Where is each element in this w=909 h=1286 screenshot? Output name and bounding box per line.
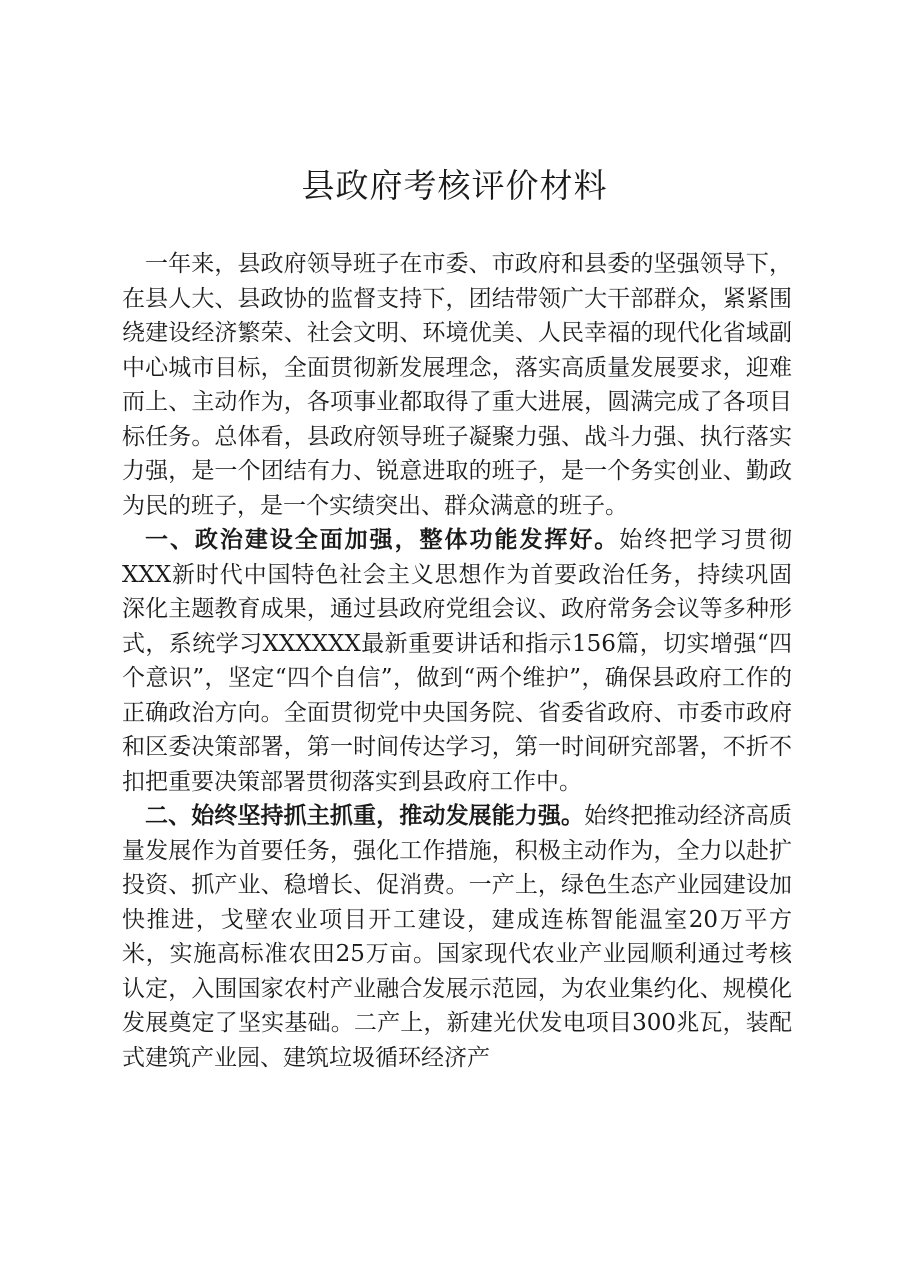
document-body xyxy=(122,247,792,1075)
paragraph-text: 始终把学习贯彻XXX新时代中国特色社会主义思想作为首要政治任务，持续巩固深化主题教育成果，通过县政府党组会议、政府常务会议等多种形式，系统学习XXXXXX最新重要讲话和指示156篇，切实增强“四个意识”，坚定“四个自信”，做到“两个维护”，确保县政府工作的正确政治方向。全面贯彻党中央国务院、省委省政府、市委市政府和区委决策部署，第一时间传达学习，第一时间研究部署，不折不扣把重要决策部署贯彻落实到县政府工作中。 xyxy=(122,527,793,795)
paragraph-lead: 二、始终坚持抓主抓重，推动发展能力强。 xyxy=(145,803,585,829)
paragraph-political-building xyxy=(122,523,792,799)
document-title: 县政府考核评价材料 xyxy=(301,166,608,205)
paragraph-text: 一年来，县政府领导班子在市委、市政府和县委的坚强领导下，在县人大、县政协的监督支持下，团结带领广大干部群众，紧紧围绕建设经济繁荣、社会文明、环境优美、人民幸福的现代化省域副中心城市目标，全面贯彻新发展理念，落实高质量发展要求，迎难而上、主动作为，各项事业都取得了重大进展，圆满完成了各项目标任务。总体看，县政府领导班子凝聚力强、战斗力强、执行落实力强，是一个团结有力、锐意进取的班子，是一个务实创业、勤政为民的班子，是一个实绩突出、群众满意的班子。 xyxy=(122,251,792,519)
paragraph-intro xyxy=(122,247,792,523)
paragraph-development xyxy=(122,799,792,1075)
paragraph-text: 始终把推动经济高质量发展作为首要任务，强化工作措施，积极主动作为，全力以赴扩投资、抓产业、稳增长、促消费。一产上，绿色生态产业园建设加快推进，戈壁农业项目开工建设，建成连栋智能温室20万平方米，实施高标准农田25万亩。国家现代农业产业园顺利通过考核认定，入围国家农村产业融合发展示范园，为农业集约化、规模化发展奠定了坚实基础。二产上，新建光伏发电项目300兆瓦，装配式建筑产业园、建筑垃圾循环经济产 xyxy=(122,803,793,1071)
paragraph-lead: 一、政治建设全面加强，整体功能发挥好。 xyxy=(145,527,620,553)
